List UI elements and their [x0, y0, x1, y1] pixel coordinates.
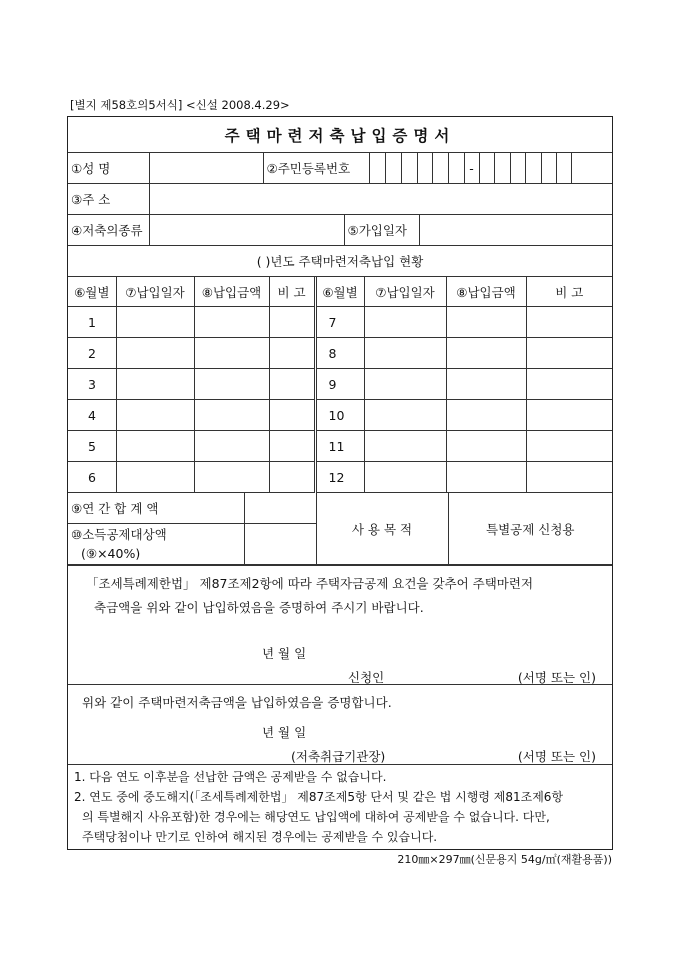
issuer-label: (저축취급기관장) [291, 749, 386, 764]
payment-amount-cell[interactable] [446, 307, 526, 338]
join-date-field[interactable] [419, 215, 612, 246]
month-cell: 2 [68, 338, 116, 369]
request-date: 년 월 일 [262, 646, 307, 661]
column-header: 비 고 [269, 277, 315, 307]
remarks-cell[interactable] [269, 400, 315, 431]
payment-amount-cell[interactable] [446, 462, 526, 493]
payment-date-cell[interactable] [116, 307, 194, 338]
name-label: ①성 명 [68, 153, 149, 184]
form-title: 주택마련저축납입증명서 [68, 117, 612, 153]
payment-date-cell[interactable] [364, 338, 446, 369]
payment-amount-cell[interactable] [194, 462, 269, 493]
name-field[interactable] [149, 153, 263, 184]
savings-type-field[interactable] [149, 215, 344, 246]
request-text-1: 「조세특례제한법」 제87조제2항에 따라 주택자금공제 요건을 갖추어 주택마련저 [86, 576, 534, 591]
rrn-digit-box[interactable] [385, 153, 401, 184]
month-cell: 1 [68, 307, 116, 338]
annual-total-field[interactable] [244, 493, 316, 524]
rrn-digit-box[interactable] [525, 153, 541, 184]
rrn-digit-box[interactable] [556, 153, 571, 184]
deduction-target-label [68, 524, 244, 565]
table-row [68, 307, 612, 338]
certify-section [68, 684, 612, 764]
rrn-dash: - [464, 153, 479, 184]
rrn-digit-box[interactable] [448, 153, 464, 184]
column-header: ⑦납입일자 [116, 277, 194, 307]
remarks-cell[interactable] [269, 462, 315, 493]
month-cell: 10 [315, 400, 364, 431]
month-cell: 7 [315, 307, 364, 338]
rrn-digit-box[interactable] [541, 153, 556, 184]
notes [68, 764, 612, 849]
remarks-cell[interactable] [526, 369, 612, 400]
deduction-target-text: ⑩소득공제대상액 [71, 527, 167, 542]
table-row [68, 338, 612, 369]
deduction-target-field[interactable] [244, 524, 316, 565]
purpose-label: 사 용 목 적 [316, 493, 448, 565]
payment-date-cell[interactable] [364, 462, 446, 493]
payment-amount-cell[interactable] [446, 431, 526, 462]
note-2: 2. 연도 중에 중도해지(「조세특례제한법」 제87조제5항 단서 및 같은 법 시행령 제81조제6항 [74, 790, 564, 804]
request-section [68, 565, 612, 684]
payment-amount-cell[interactable] [194, 338, 269, 369]
deduction-formula: (⑨×40%) [81, 546, 141, 561]
annual-total-label: ⑨연 간 합 계 액 [68, 493, 244, 524]
remarks-cell[interactable] [269, 338, 315, 369]
month-cell: 3 [68, 369, 116, 400]
month-cell: 12 [315, 462, 364, 493]
rrn-digit-box[interactable] [369, 153, 385, 184]
year-heading: ( )년도 주택마련저축납입 현황 [68, 246, 612, 277]
remarks-cell[interactable] [269, 307, 315, 338]
payment-date-cell[interactable] [116, 431, 194, 462]
remarks-cell[interactable] [526, 431, 612, 462]
payment-amount-cell[interactable] [194, 369, 269, 400]
payment-amount-cell[interactable] [446, 338, 526, 369]
column-header: 비 고 [526, 277, 612, 307]
remarks-cell[interactable] [526, 462, 612, 493]
month-cell: 11 [315, 431, 364, 462]
payment-date-cell[interactable] [116, 338, 194, 369]
payment-date-cell[interactable] [364, 400, 446, 431]
certificate-form [67, 116, 613, 850]
payment-amount-cell[interactable] [446, 400, 526, 431]
savings-type-label: ④저축의종류 [68, 215, 149, 246]
address-label: ③주 소 [68, 184, 149, 215]
month-cell: 6 [68, 462, 116, 493]
remarks-cell[interactable] [269, 369, 315, 400]
column-header: ⑥월별 [68, 277, 116, 307]
table-row [68, 400, 612, 431]
table-row [68, 462, 612, 493]
rrn-label: ②주민등록번호 [263, 153, 369, 184]
payment-date-cell[interactable] [116, 462, 194, 493]
rrn-digit-box[interactable] [479, 153, 494, 184]
rrn-digit-box[interactable] [510, 153, 525, 184]
certify-date: 년 월 일 [262, 725, 307, 740]
rrn-digit-box[interactable] [571, 153, 612, 184]
paper-spec: 210㎜×297㎜(신문용지 54g/㎡(재활용품)) [397, 853, 612, 866]
address-field[interactable] [149, 184, 612, 215]
column-header: ⑧납입금액 [446, 277, 526, 307]
month-cell: 5 [68, 431, 116, 462]
month-cell: 9 [315, 369, 364, 400]
rrn-digit-box[interactable] [417, 153, 432, 184]
payment-date-cell[interactable] [364, 369, 446, 400]
request-text-2: 축금액을 위와 같이 납입하였음을 증명하여 주시기 바랍니다. [94, 600, 424, 615]
join-date-label: ⑤가입일자 [344, 215, 419, 246]
column-header: ⑦납입일자 [364, 277, 446, 307]
payment-amount-cell[interactable] [194, 307, 269, 338]
rrn-digit-box[interactable] [401, 153, 417, 184]
table-row [68, 431, 612, 462]
note-2-cont2: 주택당첨이나 만기로 인하여 해지된 경우에는 공제받을 수 있습니다. [82, 830, 438, 844]
purpose-value: 특별공제 신청용 [448, 493, 612, 565]
payment-amount-cell[interactable] [194, 431, 269, 462]
remarks-cell[interactable] [269, 431, 315, 462]
form-reference: [별지 제58호의5서식] <신설 2008.4.29> [70, 98, 290, 112]
remarks-cell[interactable] [526, 400, 612, 431]
table-row [68, 369, 612, 400]
issuer-sign: (서명 또는 인) [517, 749, 596, 764]
column-header: ⑧납입금액 [194, 277, 269, 307]
payment-amount-cell[interactable] [194, 400, 269, 431]
applicant-label: 신청인 [348, 670, 385, 685]
column-header: ⑥월별 [315, 277, 364, 307]
rrn-digit-box[interactable] [494, 153, 510, 184]
applicant-sign: (서명 또는 인) [517, 670, 596, 685]
certify-text: 위와 같이 주택마련저축금액을 납입하였음을 증명합니다. [82, 695, 392, 710]
payment-date-cell[interactable] [116, 400, 194, 431]
payment-date-cell[interactable] [116, 369, 194, 400]
remarks-cell[interactable] [526, 338, 612, 369]
note-2-cont: 의 특별해지 사유포함)한 경우에는 해당연도 납입액에 대하여 공제받을 수 없습니다. 다만, [82, 810, 550, 824]
month-cell: 8 [315, 338, 364, 369]
payment-date-cell[interactable] [364, 431, 446, 462]
note-1: 1. 다음 연도 이후분을 선납한 금액은 공제받을 수 없습니다. [74, 770, 387, 784]
payment-date-cell[interactable] [364, 307, 446, 338]
payment-amount-cell[interactable] [446, 369, 526, 400]
rrn-digit-box[interactable] [432, 153, 448, 184]
remarks-cell[interactable] [526, 307, 612, 338]
month-cell: 4 [68, 400, 116, 431]
